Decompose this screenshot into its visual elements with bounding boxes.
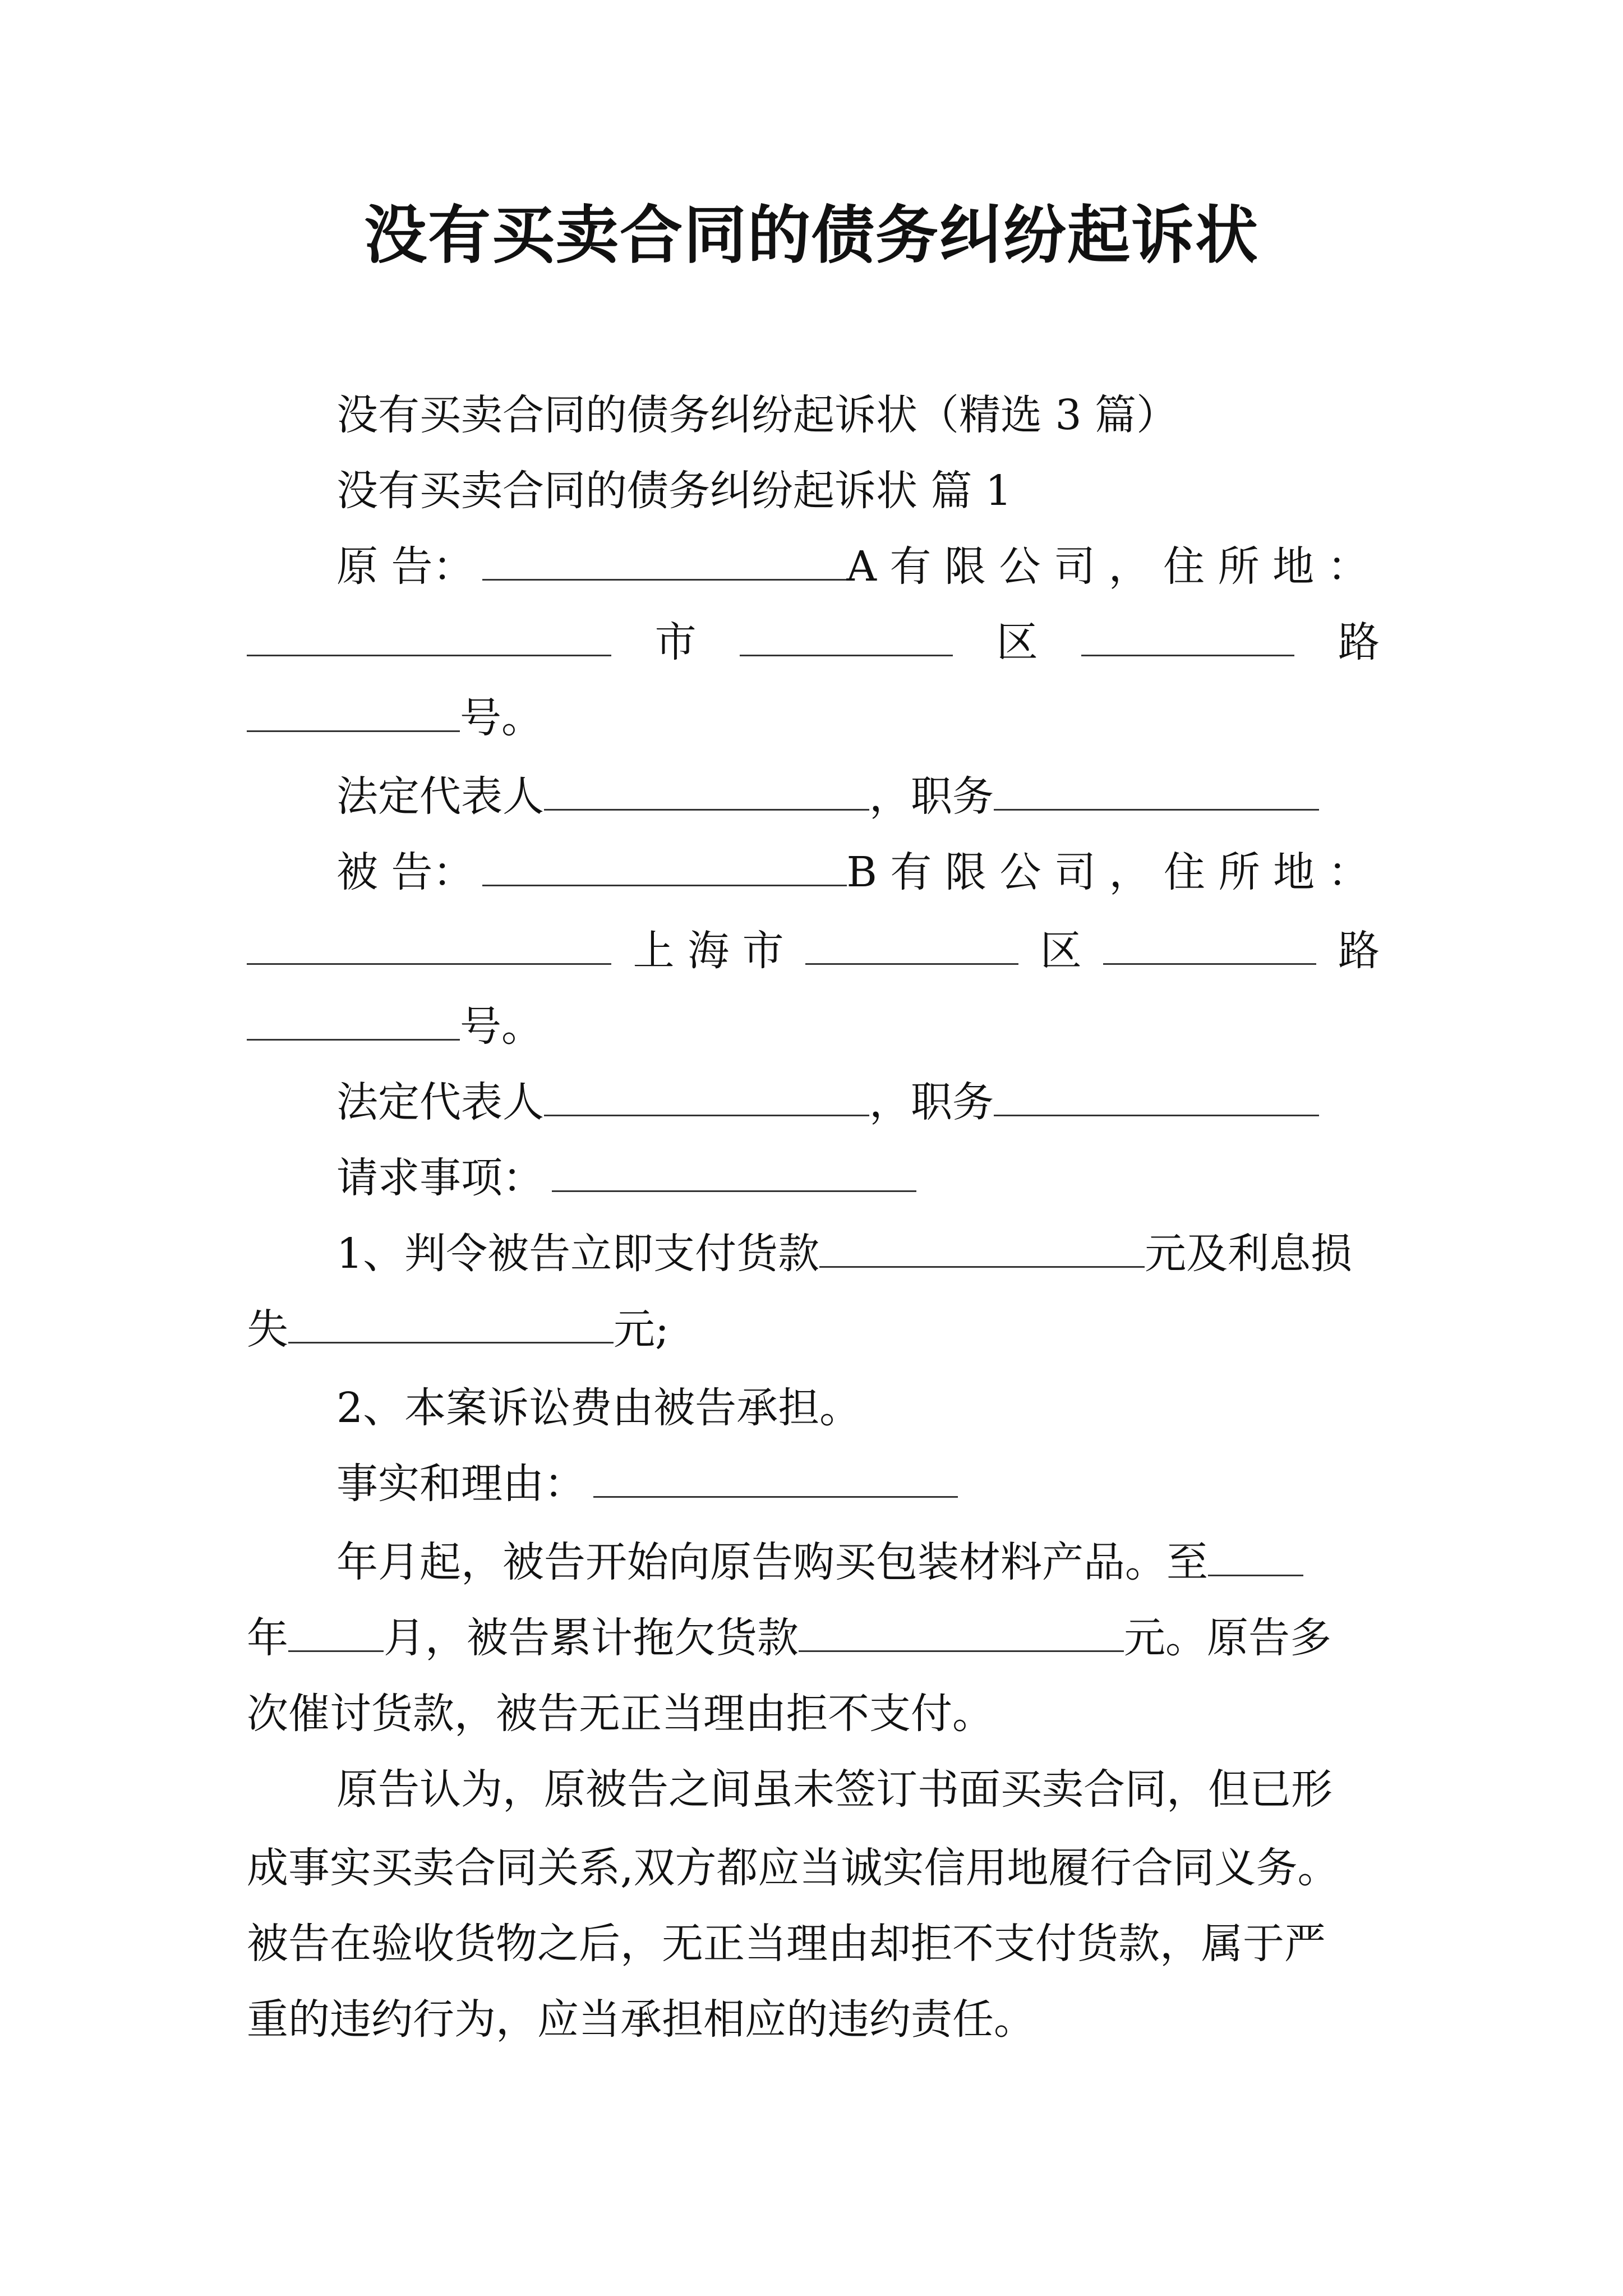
city-blank bbox=[740, 615, 953, 656]
plaintiff-rep-label: 法定代表人 bbox=[336, 772, 544, 821]
year-blank bbox=[1208, 1535, 1303, 1576]
claims-blank bbox=[552, 1151, 916, 1192]
plaintiff-number: 号。 bbox=[460, 694, 543, 742]
plaintiff-city: 市 bbox=[654, 618, 697, 666]
district-blank bbox=[1103, 924, 1316, 965]
month-blank bbox=[288, 1611, 384, 1652]
defendant-name-blank bbox=[482, 845, 847, 886]
defendant-label: 被 告： bbox=[336, 848, 474, 896]
facts-label: 事实和理由： bbox=[336, 1460, 585, 1508]
plaintiff-district: 区 bbox=[996, 618, 1038, 666]
facts2-line-2: 成事实买卖合同关系,双方都应当诚实信用地履行合同义务。 bbox=[247, 1844, 1339, 1892]
facts-blank bbox=[593, 1457, 958, 1498]
plaintiff-address-line bbox=[247, 614, 1380, 670]
claim1-text-3: 失 bbox=[247, 1305, 288, 1354]
defendant-city: 上 海 市 bbox=[633, 927, 784, 975]
plaintiff-company: A 有 限 公 司 ， 住 所 地 ： bbox=[846, 542, 1369, 591]
defendant-duty: ，职务 bbox=[869, 1078, 994, 1126]
plaintiff-rep-line bbox=[336, 769, 1380, 825]
debt-blank bbox=[799, 1611, 1124, 1652]
duty-blank bbox=[994, 1075, 1319, 1116]
rep-blank bbox=[544, 770, 869, 811]
facts1-year: 年 bbox=[247, 1614, 288, 1662]
plaintiff-line bbox=[336, 539, 1380, 595]
document-title: 没有买卖合同的债务纠纷起诉状 bbox=[364, 199, 1259, 272]
claim1-line bbox=[336, 1226, 1380, 1282]
defendant-line bbox=[336, 844, 1380, 900]
plaintiff-label: 原 告： bbox=[336, 542, 474, 591]
facts1-line-3: 次催讨货款，被告无正当理由拒不支付。 bbox=[247, 1690, 994, 1738]
claim1-text-2: 元及利息损 bbox=[1145, 1230, 1353, 1278]
rep-blank bbox=[544, 1075, 869, 1116]
facts1-text-2: 月，被告累计拖欠货款 bbox=[384, 1614, 799, 1662]
amount-blank bbox=[819, 1227, 1145, 1268]
defendant-rep-line bbox=[336, 1074, 1380, 1130]
claim2-line: 2、本案诉讼费由被告承担。 bbox=[336, 1384, 861, 1432]
plaintiff-road: 路 bbox=[1338, 618, 1380, 666]
facts-label-line bbox=[336, 1456, 1380, 1512]
plaintiff-name-blank bbox=[482, 540, 847, 581]
number-blank bbox=[247, 691, 460, 732]
defendant-rep-label: 法定代表人 bbox=[336, 1078, 544, 1126]
address-blank bbox=[247, 924, 611, 965]
claims-line bbox=[336, 1150, 1380, 1206]
interest-blank bbox=[288, 1303, 614, 1343]
plaintiff-number-line bbox=[247, 690, 1380, 746]
facts1-line-1 bbox=[336, 1534, 1380, 1590]
district-blank bbox=[1081, 615, 1294, 656]
address-blank bbox=[247, 615, 611, 656]
claim1-text-4: 元; bbox=[614, 1305, 669, 1354]
duty-blank bbox=[994, 770, 1319, 811]
defendant-number-line bbox=[247, 999, 1380, 1055]
defendant-number: 号。 bbox=[460, 1002, 543, 1051]
claim1-line-2 bbox=[247, 1301, 1380, 1358]
defendant-company: B 有 限 公 司 ， 住 所 地 ： bbox=[846, 848, 1370, 896]
facts1-line-2 bbox=[247, 1610, 1380, 1666]
defendant-district: 区 bbox=[1040, 927, 1082, 975]
number-blank bbox=[247, 1000, 460, 1041]
defendant-address-line bbox=[247, 923, 1380, 979]
facts1-text-3: 元。原告多 bbox=[1124, 1614, 1331, 1662]
facts2-line-1: 原告认为，原被告之间虽未签订书面买卖合同，但已形 bbox=[336, 1765, 1332, 1814]
section-heading: 没有买卖合同的债务纠纷起诉状 篇 1 bbox=[336, 467, 1012, 515]
subtitle: 没有买卖合同的债务纠纷起诉状（精选 3 篇） bbox=[336, 391, 1178, 439]
city-blank bbox=[805, 924, 1018, 965]
defendant-road: 路 bbox=[1338, 927, 1380, 975]
claims-label: 请求事项： bbox=[336, 1154, 544, 1202]
facts2-line-4: 重的违约行为，应当承担相应的违约责任。 bbox=[247, 1995, 1035, 2044]
claim1-text: 1、判令被告立即支付货款 bbox=[336, 1230, 820, 1278]
facts2-line-3: 被告在验收货物之后，无正当理由却拒不支付货款，属于严 bbox=[247, 1920, 1326, 1968]
plaintiff-duty: ，职务 bbox=[869, 772, 994, 821]
facts1-text: 年月起，被告开始向原告购买包装材料产品。至 bbox=[336, 1538, 1208, 1586]
